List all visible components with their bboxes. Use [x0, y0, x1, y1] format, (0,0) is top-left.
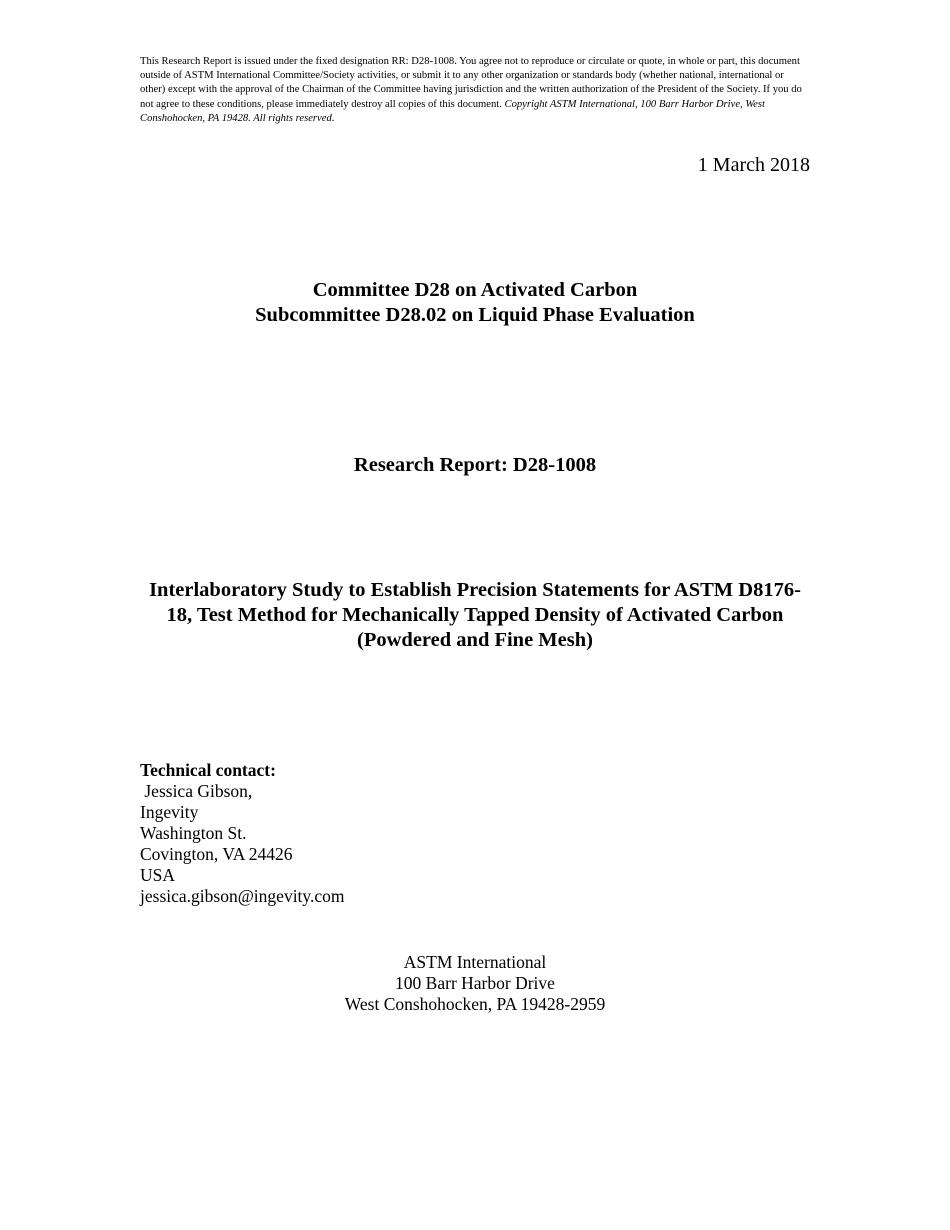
contact-company: Ingevity — [140, 802, 199, 822]
astm-address — [0, 952, 950, 1015]
technical-contact-label: Technical contact: — [140, 760, 276, 780]
contact-email: jessica.gibson@ingevity.com — [140, 886, 345, 906]
usage-notice: This Research Report is issued under the fixed designation RR: D28-1008. You agree not to reproduce or circulate or quote, in whole or part, this document outside of ASTM International Committee/Society activities, or submit it to any other organization or standards body (whether national, international or other) except with the approval of the Chairman of the Committee having jurisdiction and the written authorization of the President of the Society. If you do not agree to these conditions, please immediately destroy all copies of this document. Copyright ASTM International, 100 Barr Harbor Drive, West Conshohocken, PA 19428. All rights reserved. — [140, 56, 802, 124]
contact-country: USA — [140, 865, 176, 885]
report-date: 1 March 2018 — [697, 154, 810, 176]
study-title: Interlaboratory Study to Establish Precision Statements for ASTM D8176-18, Test Method for Mechanically Tapped Density of Activated Carbon (Powdered and Fine Mesh) — [149, 579, 801, 651]
committee-heading — [0, 278, 950, 328]
astm-name: ASTM International — [403, 952, 547, 972]
contact-street: Washington St. — [140, 823, 247, 843]
contact-name: Jessica Gibson, — [140, 781, 253, 801]
contact-city: Covington, VA 24426 — [140, 844, 293, 864]
copyright-notice: Copyright ASTM International, 100 Barr Harbor Drive, West Conshohocken, PA 19428. All rights reserved — [140, 98, 765, 124]
technical-contact — [140, 760, 345, 907]
astm-street: 100 Barr Harbor Drive — [395, 973, 555, 993]
committee-name: Committee D28 on Activated Carbon — [312, 279, 638, 301]
subcommittee-name: Subcommittee D28.02 on Liquid Phase Evaluation — [255, 304, 695, 326]
astm-city: West Conshohocken, PA 19428-2959 — [344, 994, 606, 1014]
report-number: Research Report: D28-1008 — [353, 454, 597, 476]
usage-notice-text: This Research Report is issued under the fixed designation RR: D28-1008. You agree not to reproduce or circulate or quote, in whole or part, this document outside of ASTM International Committee/Society activities, or submit it to any other organization or standards body (whether national, international or other) except with the approval of the Chairman of the Committee having jurisdiction and the written authorization of the President of the Society. If you do not agree to these conditions, please immediately destroy all copies of this document. — [140, 56, 802, 110]
